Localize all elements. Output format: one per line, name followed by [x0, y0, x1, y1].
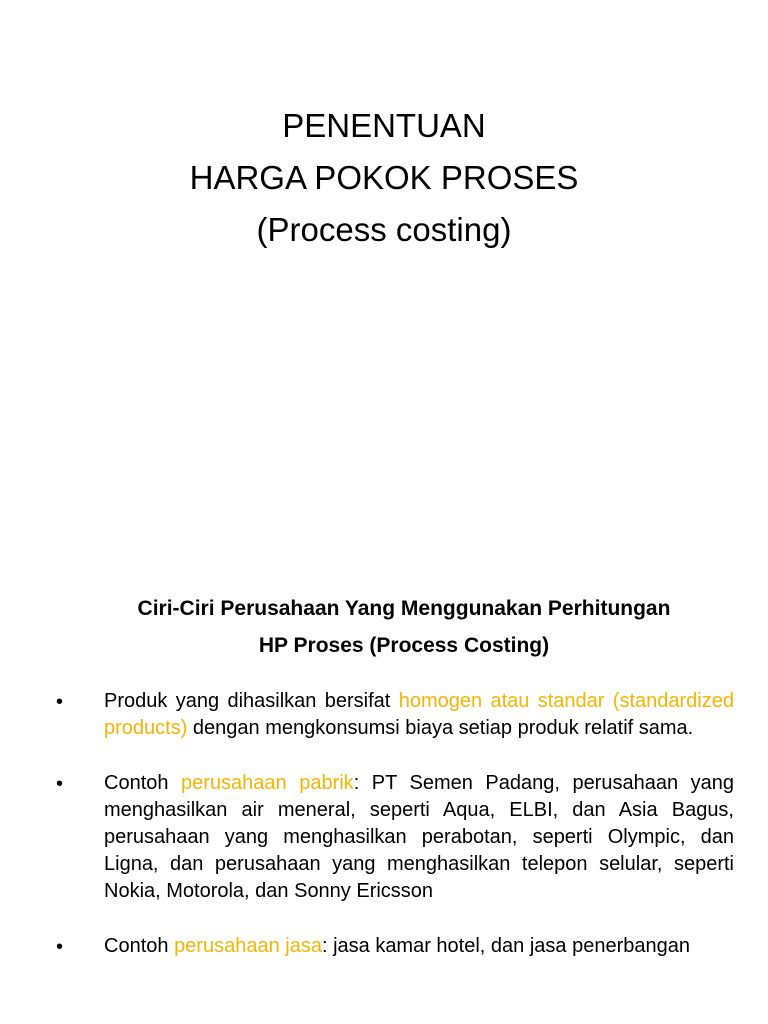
bullet-text [104, 688, 734, 742]
bullet-text [104, 770, 734, 905]
text-segment: : PT Semen Padang, perusahaan yang menghasilkan air meneral, seperti Aqua, ELBI, dan Asia Bagus, perusahaan yang menghasilkan perabotan, seperti Olympic, dan Ligna, dan perusahaan yang menghasilkan telepon selular, seperti Nokia, Motorola, dan Sonny Ericsson [104, 772, 734, 902]
bullet-list [0, 688, 768, 988]
slide-title [0, 100, 768, 256]
bullet-icon: • [56, 936, 64, 958]
text-segment: dengan mengkonsumsi biaya setiap produk relatif sama. [187, 717, 694, 739]
bullet-item-service-examples [0, 933, 768, 960]
heading-line-1: Ciri-Ciri Perusahaan Yang Menggunakan Perhitungan [137, 597, 671, 620]
heading-line-2: HP Proses (Process Costing) [258, 634, 550, 657]
text-segment: Contoh [104, 935, 175, 957]
highlighted-text: perusahaan pabrik [181, 772, 354, 794]
title-line-3: (Process costing) [256, 211, 512, 248]
title-line-2: HARGA POKOK PROSES [189, 159, 579, 196]
highlighted-text: homogen atau standar (standardized products) [104, 690, 734, 739]
bullet-item-factory-examples [0, 770, 768, 905]
bullet-icon: • [56, 773, 64, 795]
text-segment: Contoh [104, 772, 182, 794]
highlighted-text: perusahaan jasa [174, 935, 322, 957]
bullet-item-homogeneous [0, 688, 768, 742]
title-line-1: PENENTUAN [282, 107, 486, 144]
text-segment: Produk yang dihasilkan bersifat [104, 690, 399, 712]
bullet-icon: • [56, 691, 64, 713]
text-segment: : jasa kamar hotel, dan jasa penerbangan [321, 935, 690, 957]
bullet-text [104, 933, 734, 960]
content-slide [0, 540, 768, 1024]
section-heading [40, 590, 768, 664]
